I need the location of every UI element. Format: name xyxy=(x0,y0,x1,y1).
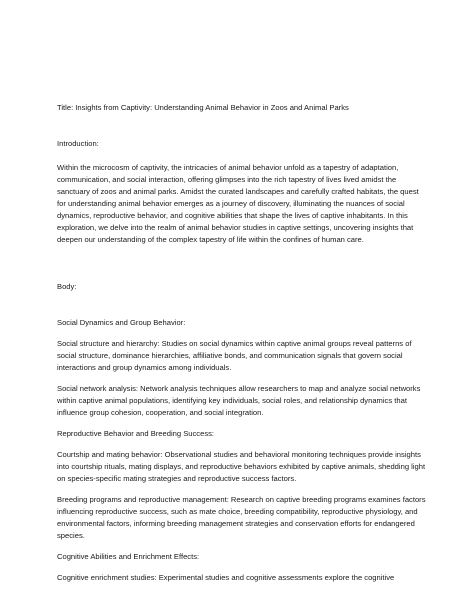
document-title: Title: Insights from Captivity: Understanding Animal Behavior in Zoos and Animal Parks xyxy=(57,103,349,112)
paragraph-cognitive-enrichment: Cognitive enrichment studies: Experimental studies and cognitive assessments explore the cognitive xyxy=(57,573,395,582)
paragraph-courtship: Courtship and mating behavior: Observational studies and behavioral monitoring techniques provide insights into courtship rituals, mating displays, and reproductive behaviors exhibited by captive animals, shedding light on species-specific mating strategies and reproductive success factors. xyxy=(57,450,426,483)
paragraph-social-network: Social network analysis: Network analysis techniques allow researchers to map and analyze social networks within captive animal populations, identifying key individuals, social roles, and relationship dynamics that influence group cohesion, cooperation, and social integration. xyxy=(57,384,421,417)
introduction-heading: Introduction: xyxy=(57,139,99,148)
section-heading-social-dynamics: Social Dynamics and Group Behavior: xyxy=(57,318,186,327)
body-heading: Body: xyxy=(57,282,77,291)
section-heading-reproductive-behavior: Reproductive Behavior and Breeding Success: xyxy=(57,429,215,438)
document-content xyxy=(57,102,429,593)
paragraph-breeding-programs: Breeding programs and reproductive management: Research on captive breeding programs examines factors influencing reproductive success, such as mate choice, breeding compatibility, reproductive physiology, and environmental factors, informing breeding management strategies and conservation efforts for endangered species. xyxy=(57,495,426,540)
paragraph-social-structure: Social structure and hierarchy: Studies on social dynamics within captive animal groups reveal patterns of social structure, dominance hierarchies, affiliative bonds, and communication signals that govern social interactions and group dynamics among individuals. xyxy=(57,339,412,372)
introduction-paragraph: Within the microcosm of captivity, the intricacies of animal behavior unfold as a tapestry of adaptation, communication, and social interaction, offering glimpses into the rich tapestry of lives lived amidst the sanctuary of zoos and animal parks. Amidst the curated landscapes and carefully crafted habitats, the quest for understanding animal behavior emerges as a journey of discovery, illuminating the nuances of social dynamics, reproductive behavior, and cognitive abilities that shape the lives of captive inhabitants. In this exploration, we delve into the realm of animal behavior studies in captive settings, uncovering insights that deepen our understanding of the complex tapestry of life within the confines of human care. xyxy=(57,163,419,244)
section-heading-cognitive-abilities: Cognitive Abilities and Enrichment Effects: xyxy=(57,552,200,561)
